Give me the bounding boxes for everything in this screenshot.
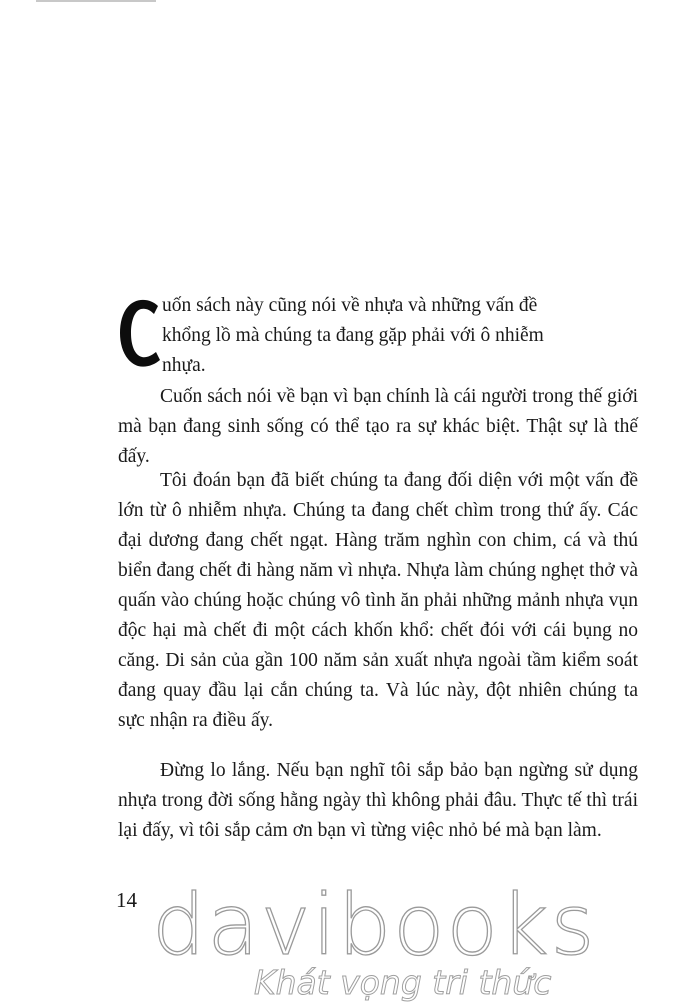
page-number: 14 [116, 888, 137, 912]
paragraph-4: Đừng lo lắng. Nếu bạn nghĩ tôi sắp bảo bạn ngừng sử dụng nhựa trong đời sống hằng ngày thì không phải đâu. Thực tế thì trái lại đấy, vì tôi sắp cảm ơn bạn vì từng việc nhỏ bé mà bạn làm. [118, 760, 638, 841]
watermark [150, 872, 690, 1002]
watermark-brand: davibooks [152, 876, 597, 974]
paragraph-2: Cuốn sách nói về bạn vì bạn chính là cái người trong thế giới mà bạn đang sinh sống có thể tạo ra sự khác biệt. Thật sự là thế đấy. [118, 386, 638, 467]
scan-edge-mark [36, 0, 156, 2]
paragraph-1-line-1: uốn sách này cũng nói về nhựa và những vấn đề [162, 295, 538, 316]
watermark-tagline: Khát vọng tri thức [254, 963, 552, 1002]
paragraph-3: Tôi đoán bạn đã biết chúng ta đang đối diện với một vấn đề lớn từ ô nhiễm nhựa. Chúng ta đang chết chìm trong thứ ấy. Các đại dương đang chết ngạt. Hàng trăm nghìn con chim, cá và thú biển đang chết đi hàng năm vì nhựa. Nhựa làm chúng nghẹt thở và quấn vào chúng hoặc chúng vô tình ăn phải những mảnh nhựa vụn độc hại mà chết đi một cách khốn khổ: chết đói với cái bụng no căng. Di sản của gần 100 năm sản xuất nhựa ngoài tầm kiểm soát đang quay đầu lại cắn chúng ta. Và lúc này, đột nhiên chúng ta sực nhận ra điều ấy. [118, 470, 638, 731]
paragraph-1-line-3: nhựa. [162, 355, 206, 376]
paragraph-1 [118, 291, 638, 381]
paragraph-1-line-2: khổng lồ mà chúng ta đang gặp phải với ô nhiễm [162, 325, 544, 346]
